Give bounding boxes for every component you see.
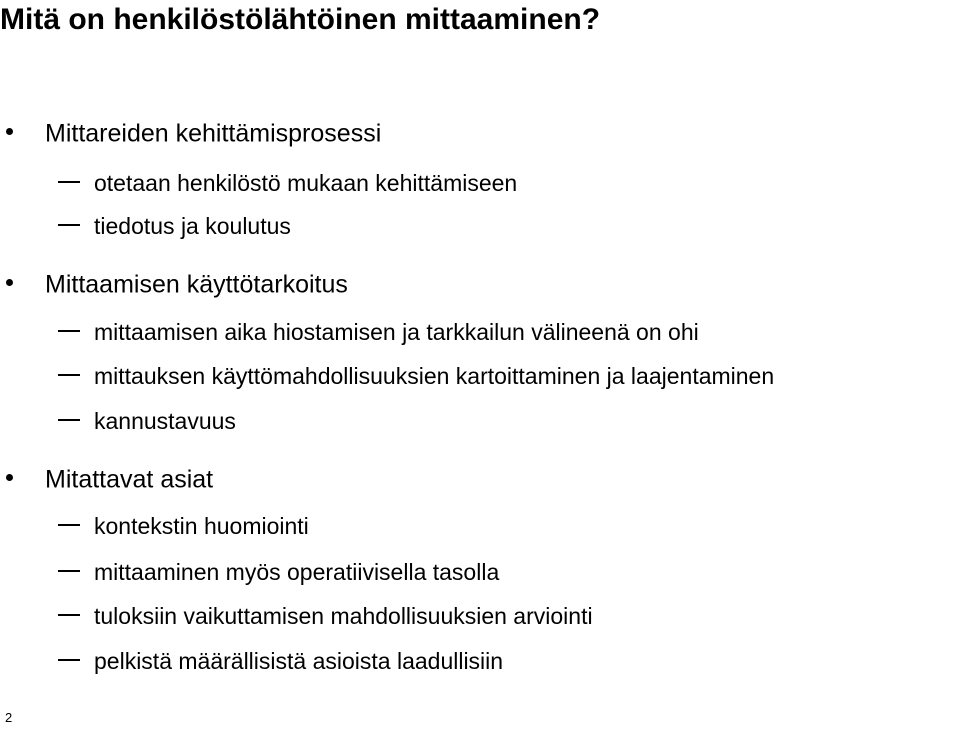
bullet-text: Mitattavat asiat [45,465,214,494]
sub-bullet-item [58,644,503,676]
dash-icon [58,181,80,183]
bullet-dot-icon [6,279,13,286]
bullet-text: Mittareiden kehittämisprosessi [45,119,382,148]
dash-icon [58,614,80,616]
sub-bullet-text: mittaamisen aika hiostamisen ja tarkkailun välineenä on ohi [94,318,699,345]
dash-icon [58,659,80,661]
bullet-item [6,116,381,149]
sub-bullet-item [58,209,291,241]
sub-bullet-item [58,555,499,587]
sub-bullet-text: kontekstin huomiointi [94,512,309,539]
sub-bullet-item [58,509,309,541]
sub-bullet-item [58,315,699,347]
sub-bullet-item [58,359,774,391]
bullet-dot-icon [6,128,13,135]
bullet-item [6,267,348,300]
bullet-text: Mittaamisen käyttötarkoitus [45,270,348,299]
slide-title: Mitä on henkilöstölähtöinen mittaaminen? [0,3,601,36]
page-number: 2 [5,710,13,725]
bullet-dot-icon [6,474,13,481]
sub-bullet-text: kannustavuus [94,407,236,434]
dash-icon [58,224,80,226]
dash-icon [58,374,80,376]
dash-icon [58,419,80,421]
sub-bullet-text: mittaaminen myös operatiivisella tasolla [94,558,500,585]
sub-bullet-item [58,166,517,198]
dash-icon [58,570,80,572]
sub-bullet-text: pelkistä määrällisistä asioista laadullisiin [94,647,504,674]
sub-bullet-text: otetaan henkilöstö mukaan kehittämiseen [94,169,518,196]
sub-bullet-text: tuloksiin vaikuttamisen mahdollisuuksien arviointi [94,602,593,629]
sub-bullet-text: tiedotus ja koulutus [94,212,291,239]
bullet-item [6,462,213,495]
dash-icon [58,330,80,332]
sub-bullet-text: mittauksen käyttömahdollisuuksien kartoittaminen ja laajentaminen [94,362,775,389]
sub-bullet-item [58,404,236,436]
dash-icon [58,524,80,526]
sub-bullet-item [58,599,593,631]
